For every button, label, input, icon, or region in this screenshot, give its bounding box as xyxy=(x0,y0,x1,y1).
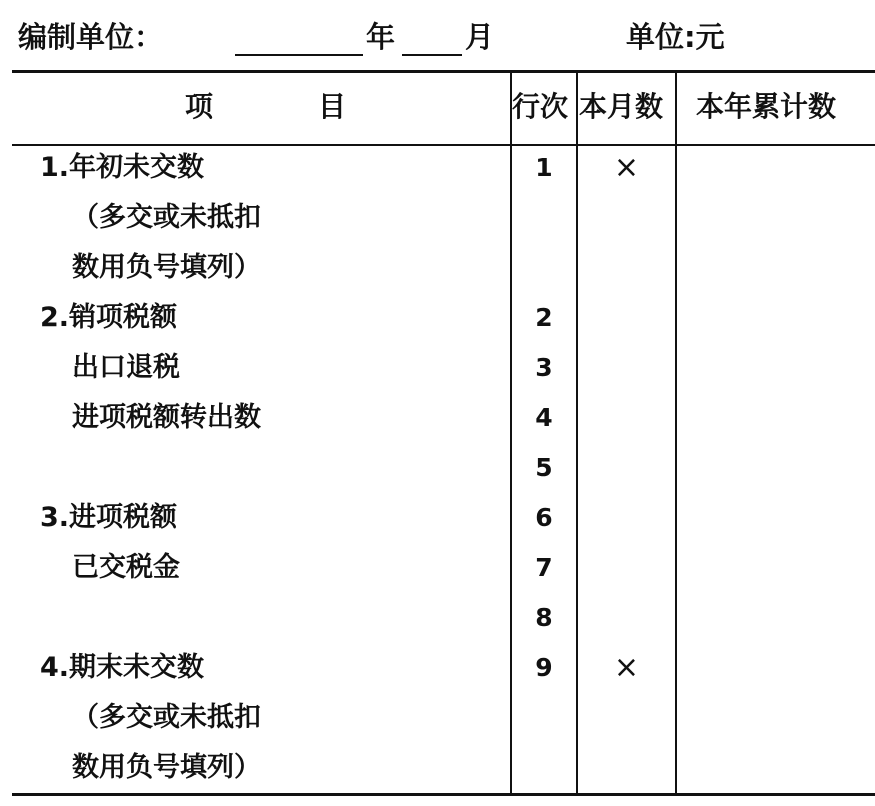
table-row xyxy=(0,698,875,748)
row-no-cell: 1 xyxy=(535,153,553,182)
table-row xyxy=(0,448,875,498)
row-no-cell: 3 xyxy=(535,353,553,382)
row-no-cell: 5 xyxy=(535,453,553,482)
table-row xyxy=(0,648,875,698)
column-header-this-month: 本月数 xyxy=(579,90,664,123)
table-row xyxy=(0,198,875,248)
item-cell: 4.期末未交数 xyxy=(40,652,205,683)
this-month-cell: × xyxy=(613,150,640,185)
org-label: 编制单位： xyxy=(18,20,164,54)
row-no-cell: 8 xyxy=(535,603,553,632)
table-row xyxy=(0,598,875,648)
item-cell: 出口退税 xyxy=(72,352,180,383)
row-no-cell: 9 xyxy=(535,653,553,682)
item-cell: 2.销项税额 xyxy=(40,302,178,333)
item-cell: （多交或未抵扣 xyxy=(72,702,261,733)
row-no-cell: 6 xyxy=(535,503,553,532)
item-cell: 数用负号填列） xyxy=(72,252,261,283)
table-row xyxy=(0,348,875,398)
table-row xyxy=(0,148,875,198)
row-no-cell: 2 xyxy=(535,303,553,332)
item-cell: 数用负号填列） xyxy=(72,752,261,783)
month-label: 月 xyxy=(465,20,495,54)
table-row xyxy=(0,248,875,298)
year-label: 年 xyxy=(366,20,396,54)
table-top-rule xyxy=(12,70,875,73)
row-no-cell: 7 xyxy=(535,553,553,582)
column-header-item-part1: 项 xyxy=(185,90,214,123)
unit-label: 单位:元 xyxy=(626,20,725,54)
report-header xyxy=(0,0,875,70)
table-header-rule xyxy=(12,144,875,146)
column-header-item-part2: 目 xyxy=(318,90,347,123)
column-header-ytd: 本年累计数 xyxy=(696,90,837,123)
row-no-cell: 4 xyxy=(535,403,553,432)
table-row xyxy=(0,748,875,798)
column-header-row-no: 行次 xyxy=(512,90,569,123)
table-row xyxy=(0,548,875,598)
this-month-cell: × xyxy=(613,650,640,685)
table-row xyxy=(0,498,875,548)
item-cell: 已交税金 xyxy=(72,552,180,583)
item-cell: 3.进项税额 xyxy=(40,502,178,533)
item-cell: 进项税额转出数 xyxy=(72,402,261,433)
item-cell: （多交或未抵扣 xyxy=(72,202,261,233)
year-blank-field xyxy=(235,22,363,56)
item-cell: 1.年初未交数 xyxy=(40,152,205,183)
table-row xyxy=(0,298,875,348)
month-blank-field xyxy=(402,22,462,56)
table-row xyxy=(0,398,875,448)
